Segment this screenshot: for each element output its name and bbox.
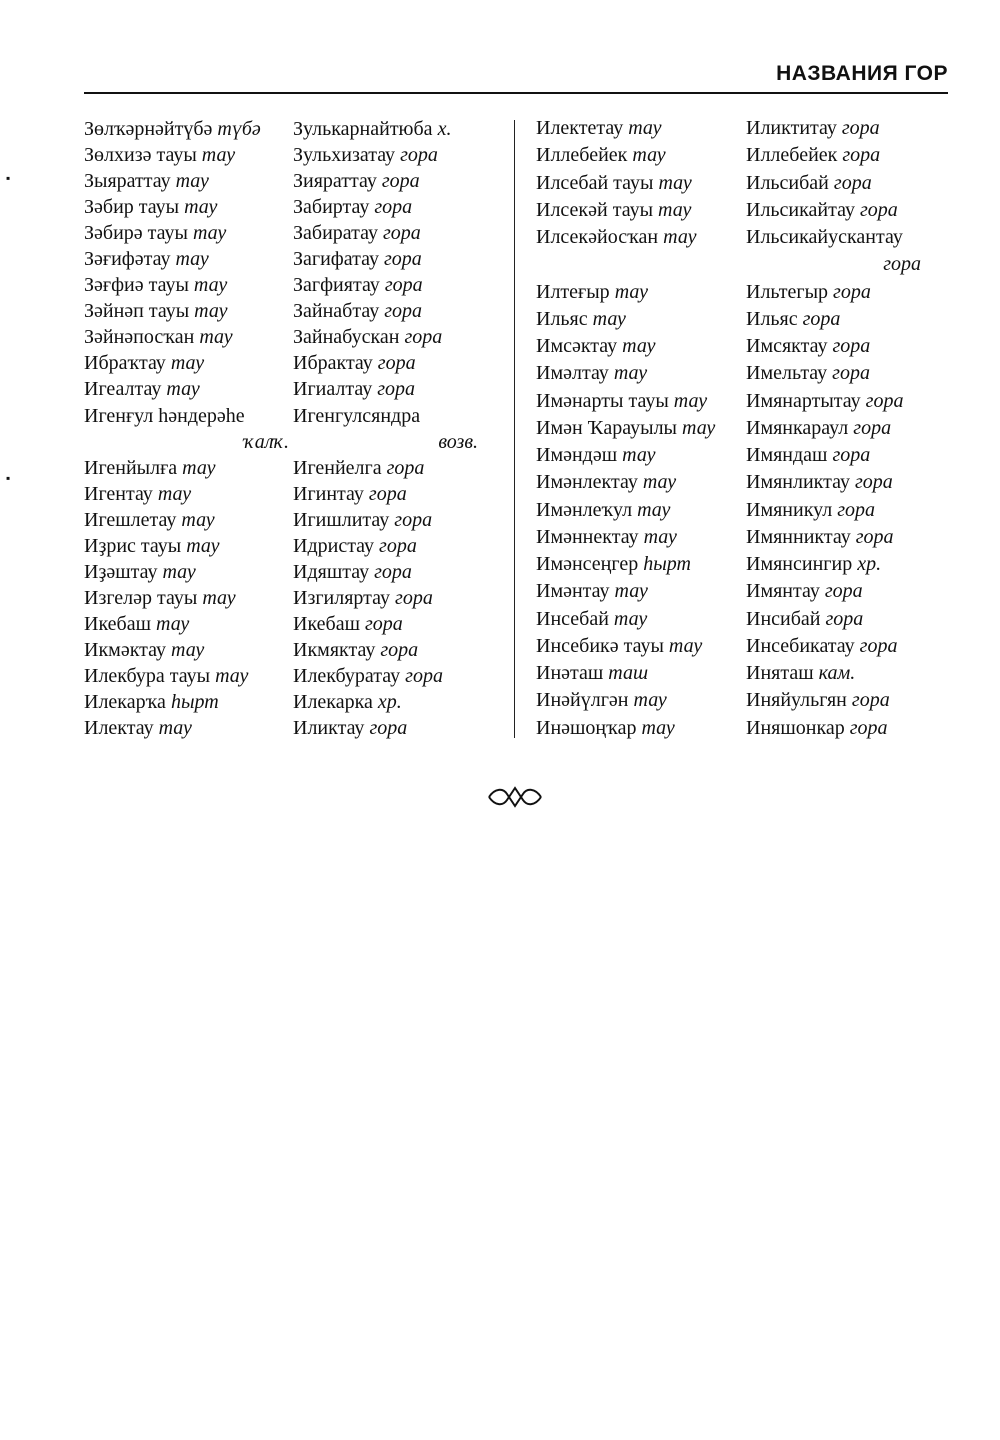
list-item bbox=[536, 469, 741, 496]
entry-name: Ибраҡтау bbox=[84, 352, 166, 375]
list-item bbox=[746, 715, 921, 742]
entry-name: Забиратау bbox=[293, 222, 378, 245]
list-item bbox=[536, 224, 741, 251]
entry-name: Ильтегыр bbox=[746, 280, 829, 303]
entry-name: Инәшоңҡар bbox=[536, 716, 637, 739]
list-item bbox=[536, 360, 741, 387]
entry-label: тау bbox=[181, 508, 215, 531]
list-item bbox=[746, 170, 921, 197]
list-item bbox=[746, 360, 921, 387]
entry-name: Имсәктау bbox=[536, 335, 618, 357]
entry-label: гора bbox=[883, 253, 921, 276]
entry-label: тау bbox=[157, 482, 192, 505]
list-item bbox=[746, 551, 921, 578]
entry-label: тау bbox=[156, 612, 190, 635]
list-item bbox=[746, 687, 921, 714]
entry-label: гора bbox=[824, 580, 863, 603]
list-item bbox=[84, 350, 289, 376]
entry-label: тау bbox=[668, 634, 703, 657]
entry-name: Игишлитау bbox=[293, 508, 390, 531]
list-item bbox=[84, 429, 289, 455]
list-item bbox=[746, 660, 921, 687]
entry-name: Зәйнәпосҡан bbox=[84, 326, 195, 349]
entry-name: Иняйульгян bbox=[746, 689, 847, 712]
entry-label: гора bbox=[394, 508, 433, 531]
list-item bbox=[293, 533, 478, 559]
running-title: НАЗВАНИЯ ГОР bbox=[776, 62, 948, 85]
entry-name: Инсибай bbox=[746, 607, 821, 630]
entry-label: гора bbox=[395, 586, 433, 609]
entry-name: Зәйнәп тауы bbox=[84, 300, 190, 323]
entry-label: тау bbox=[184, 196, 218, 219]
entry-label: гора bbox=[851, 689, 890, 712]
list-item bbox=[293, 376, 478, 402]
entry-name: Загфиятау bbox=[293, 274, 380, 297]
list-item bbox=[746, 497, 921, 524]
list-item bbox=[746, 142, 921, 169]
entry-name: Имәлтау bbox=[536, 362, 609, 385]
entry-name: Икмяктау bbox=[293, 638, 376, 661]
entry-name: Имсяктау bbox=[746, 335, 828, 357]
list-item bbox=[536, 524, 741, 551]
entry-label: тау bbox=[658, 198, 692, 221]
entry-label: гора bbox=[386, 456, 425, 479]
entry-name: Инсебикатау bbox=[746, 634, 855, 657]
entry-label: һырт bbox=[643, 553, 691, 575]
entry-name: Илекбуратау bbox=[293, 664, 401, 687]
entry-label: гора bbox=[802, 307, 841, 330]
entry-name: Имәнсеңгер bbox=[536, 553, 639, 575]
entry-label: гора bbox=[832, 444, 871, 466]
entry-label: гора bbox=[859, 198, 898, 221]
list-item bbox=[84, 455, 289, 481]
entry-label: түбә bbox=[217, 118, 261, 140]
list-item bbox=[84, 272, 289, 298]
entry-label: гора bbox=[381, 170, 420, 193]
list-item bbox=[536, 551, 741, 578]
entry-label: гора bbox=[382, 222, 421, 245]
entry-label: гора bbox=[384, 300, 423, 323]
list-item bbox=[84, 168, 289, 194]
entry-name: Идяштау bbox=[293, 560, 370, 583]
entry-label: гора bbox=[374, 560, 412, 583]
list-item bbox=[536, 279, 741, 306]
entry-name: Имәнлектау bbox=[536, 471, 638, 494]
entry-name: Ильяс bbox=[746, 307, 798, 330]
list-item bbox=[293, 481, 478, 507]
entry-name: Илектау bbox=[84, 717, 154, 740]
entry-label: гора bbox=[832, 335, 871, 357]
entry-label: гора bbox=[374, 196, 413, 219]
list-item bbox=[84, 246, 289, 272]
list-item bbox=[293, 324, 478, 350]
list-item bbox=[293, 455, 478, 481]
entry-label: тау bbox=[192, 222, 227, 245]
list-item bbox=[536, 197, 741, 224]
entry-name: Илекарҡа bbox=[84, 691, 166, 714]
entry-label: тау bbox=[171, 638, 205, 661]
entry-label: тау bbox=[613, 607, 648, 630]
entry-label: тау bbox=[637, 498, 671, 521]
list-item bbox=[536, 170, 741, 197]
entry-name: Иллебейек bbox=[536, 144, 628, 167]
list-item bbox=[84, 194, 289, 220]
list-item bbox=[293, 194, 478, 220]
entry-name: Имәнарты тауы bbox=[536, 389, 669, 412]
entry-label: тау bbox=[199, 326, 233, 349]
list-item bbox=[84, 611, 289, 637]
entry-label: тау bbox=[622, 444, 656, 466]
entry-label: тау bbox=[622, 335, 656, 357]
list-item bbox=[746, 524, 921, 551]
list-item bbox=[84, 663, 289, 689]
entry-name: Илекарка bbox=[293, 691, 373, 714]
entry-name: Зәбир тауы bbox=[84, 196, 180, 219]
page-header bbox=[84, 58, 948, 94]
entry-label: тау bbox=[182, 456, 216, 479]
list-item bbox=[84, 403, 289, 429]
entry-name: Инәйүлгән bbox=[536, 689, 629, 712]
entry-label: тау bbox=[215, 664, 249, 687]
entry-label: тау bbox=[202, 586, 236, 609]
entry-name: Икмәктау bbox=[84, 638, 166, 661]
entry-label: тау bbox=[162, 560, 196, 583]
entry-name: Зәғфиә тауы bbox=[84, 274, 189, 297]
entry-name: Имянартытау bbox=[746, 389, 861, 412]
column-divider bbox=[514, 120, 515, 738]
list-item bbox=[746, 306, 921, 333]
entry-label: кам. bbox=[818, 662, 856, 684]
entry-label: гора bbox=[832, 362, 870, 385]
entry-name: Имәнтау bbox=[536, 580, 610, 603]
list-item bbox=[746, 469, 921, 496]
entry-name: Зәғифәтау bbox=[84, 248, 171, 271]
entry-label: тау bbox=[673, 389, 708, 412]
entry-label: тау bbox=[194, 300, 228, 323]
list-item bbox=[536, 442, 741, 469]
entry-name: Изгеләр тауы bbox=[84, 586, 198, 609]
entry-label: тау bbox=[658, 171, 692, 194]
list-item bbox=[536, 606, 741, 633]
list-item bbox=[536, 251, 741, 278]
list-item bbox=[84, 116, 289, 142]
list-item bbox=[84, 507, 289, 533]
entry-name: Илсебай тауы bbox=[536, 171, 654, 194]
entry-name: Ильсикайускантау bbox=[746, 226, 903, 248]
russian-names-column-right bbox=[746, 115, 921, 742]
list-item bbox=[536, 306, 741, 333]
entry-label: гора bbox=[368, 482, 407, 505]
list-item bbox=[746, 224, 921, 251]
list-item bbox=[293, 246, 478, 272]
list-item bbox=[746, 442, 921, 469]
entry-label: тау bbox=[682, 416, 716, 439]
entry-label: тау bbox=[175, 170, 209, 193]
entry-label: гора bbox=[825, 607, 864, 630]
entry-name: Имәнлеҡул bbox=[536, 498, 633, 521]
entry-name: Ильсибай bbox=[746, 171, 829, 194]
list-item bbox=[746, 388, 921, 415]
entry-name: Игенйылға bbox=[84, 456, 178, 479]
list-item bbox=[746, 115, 921, 142]
entry-label: тау bbox=[663, 226, 697, 248]
list-item bbox=[536, 333, 741, 360]
entry-label: гора bbox=[365, 612, 403, 635]
entry-name: Имянниктау bbox=[746, 525, 851, 548]
list-item bbox=[293, 116, 478, 142]
entry-label: тау bbox=[613, 362, 648, 385]
entry-name: Имәндәш bbox=[536, 444, 618, 466]
list-item bbox=[746, 415, 921, 442]
entry-name: Игенйелга bbox=[293, 456, 382, 479]
entry-name: Идристау bbox=[293, 534, 375, 557]
entry-label: гора bbox=[405, 664, 443, 687]
list-item bbox=[84, 559, 289, 585]
entry-label: тау bbox=[193, 274, 228, 297]
entry-label: возв. bbox=[438, 430, 478, 453]
entry-label: таш bbox=[608, 662, 649, 684]
entry-label: гора bbox=[377, 352, 416, 375]
entry-name: Зөлҡәрнәйтүбә bbox=[84, 118, 213, 140]
entry-name: Имән Ҡарауылы bbox=[536, 416, 677, 439]
entry-name: Имянтау bbox=[746, 580, 820, 603]
list-item bbox=[293, 637, 478, 663]
list-item bbox=[293, 298, 478, 324]
list-item bbox=[293, 220, 478, 246]
list-item bbox=[293, 429, 478, 455]
list-item bbox=[84, 324, 289, 350]
list-item bbox=[84, 533, 289, 559]
entry-label: гора bbox=[837, 498, 876, 521]
entry-name: Илсекәй тауы bbox=[536, 198, 654, 221]
entry-name: Имельтау bbox=[746, 362, 828, 385]
entry-label: хр. bbox=[857, 553, 882, 575]
entry-name: Иликтитау bbox=[746, 117, 837, 139]
entry-label: гора bbox=[859, 634, 898, 657]
entry-name: Ибрактау bbox=[293, 352, 373, 375]
list-item bbox=[293, 403, 478, 429]
entry-label: тау bbox=[170, 352, 205, 375]
entry-name: Иняшонкар bbox=[746, 716, 845, 739]
entry-label: тау bbox=[643, 525, 677, 548]
list-item bbox=[84, 689, 289, 715]
scan-mark: ▪ bbox=[6, 471, 11, 485]
entry-name: Иҙрис тауы bbox=[84, 534, 182, 557]
entry-label: тау bbox=[201, 144, 236, 167]
entry-label: гора bbox=[855, 525, 894, 548]
entry-name: Игенғул һәндерәһе bbox=[84, 404, 245, 427]
list-item bbox=[293, 715, 478, 741]
entry-label: гора bbox=[865, 389, 904, 412]
entry-name: Игенгулсяндра bbox=[293, 404, 421, 427]
list-item bbox=[293, 559, 478, 585]
entry-label: гора bbox=[854, 471, 893, 494]
entry-name: Зыяраттау bbox=[84, 170, 171, 193]
entry-name: Инсебикә тауы bbox=[536, 634, 664, 657]
entry-label: гора bbox=[379, 534, 417, 557]
entry-name: Илектетау bbox=[536, 117, 624, 139]
entry-name: Инсебай bbox=[536, 607, 609, 630]
entry-label: тау bbox=[633, 689, 667, 712]
list-item bbox=[293, 663, 478, 689]
list-item bbox=[746, 197, 921, 224]
ornament-divider-icon bbox=[485, 782, 545, 812]
list-item bbox=[84, 298, 289, 324]
list-item bbox=[536, 388, 741, 415]
entry-name: Икебаш bbox=[84, 612, 151, 635]
list-item bbox=[536, 715, 741, 742]
entry-label: тау bbox=[632, 144, 666, 167]
entry-label: х. bbox=[437, 118, 452, 140]
bashkir-names-column-left bbox=[84, 116, 289, 741]
entry-name: Игентау bbox=[84, 482, 153, 505]
entry-name: Илтеғыр bbox=[536, 280, 610, 303]
list-item bbox=[84, 715, 289, 741]
entry-label: гора bbox=[849, 716, 888, 739]
list-item bbox=[746, 633, 921, 660]
list-item bbox=[746, 279, 921, 306]
entry-name: Иҙәштау bbox=[84, 560, 158, 583]
entry-name: Ильяс bbox=[536, 307, 588, 330]
list-item bbox=[536, 142, 741, 169]
list-item bbox=[536, 497, 741, 524]
entry-label: ҡалҡ. bbox=[244, 430, 289, 453]
entry-label: тау bbox=[641, 716, 675, 739]
list-item bbox=[293, 689, 478, 715]
entry-name: Зайнабтау bbox=[293, 300, 380, 323]
entry-label: тау bbox=[158, 717, 192, 740]
entry-name: Имянсингир bbox=[746, 553, 853, 575]
entry-name: Ильсикайтау bbox=[746, 198, 855, 221]
list-item bbox=[84, 142, 289, 168]
entry-name: Зулькарнайтюба bbox=[293, 118, 433, 140]
entry-name: Илсекәйосҡан bbox=[536, 226, 659, 248]
list-item bbox=[84, 376, 289, 402]
entry-name: Зияраттау bbox=[293, 170, 377, 193]
entry-label: гора bbox=[833, 171, 872, 194]
list-item bbox=[84, 220, 289, 246]
entry-label: гора bbox=[853, 416, 892, 439]
entry-name: Иллебейек bbox=[746, 144, 838, 167]
entry-label: тау bbox=[642, 471, 677, 494]
list-item bbox=[293, 142, 478, 168]
list-item bbox=[536, 415, 741, 442]
entry-name: Инәташ bbox=[536, 662, 604, 684]
entry-label: гора bbox=[380, 638, 419, 661]
bashkir-names-column-right bbox=[536, 115, 741, 742]
entry-label: гора bbox=[833, 280, 871, 303]
entry-label: гора bbox=[384, 274, 423, 297]
entry-name: Изгиляртау bbox=[293, 586, 391, 609]
entry-name: Иликтау bbox=[293, 717, 365, 740]
entry-label: гора bbox=[400, 144, 438, 167]
list-item bbox=[746, 578, 921, 605]
entry-name: Илекбура тауы bbox=[84, 664, 211, 687]
entry-name: Зөлхизә тауы bbox=[84, 144, 197, 167]
entry-label: гора bbox=[404, 326, 443, 349]
scan-mark: ▪ bbox=[6, 171, 11, 185]
entry-name: Игеалтау bbox=[84, 378, 162, 401]
entry-name: Зәбирә тауы bbox=[84, 222, 188, 245]
entry-label: гора bbox=[841, 117, 880, 139]
entry-name: Имянликтау bbox=[746, 471, 850, 494]
entry-name: Зайнабускан bbox=[293, 326, 400, 349]
entry-name: Игешлетау bbox=[84, 508, 177, 531]
list-item bbox=[84, 481, 289, 507]
list-item bbox=[536, 633, 741, 660]
entry-label: гора bbox=[383, 248, 422, 271]
entry-label: гора bbox=[369, 717, 408, 740]
entry-name: Имәннектау bbox=[536, 525, 639, 548]
list-item bbox=[84, 637, 289, 663]
entry-label: тау bbox=[592, 307, 626, 330]
entry-label: гора bbox=[377, 378, 416, 401]
entry-name: Зульхизатау bbox=[293, 144, 396, 167]
list-item bbox=[293, 585, 478, 611]
entry-name: Имяникул bbox=[746, 498, 833, 521]
list-item bbox=[536, 660, 741, 687]
entry-label: тау bbox=[628, 117, 662, 139]
entry-label: тау bbox=[166, 378, 200, 401]
entry-name: Имяндаш bbox=[746, 444, 828, 466]
list-item bbox=[746, 333, 921, 360]
list-item bbox=[536, 687, 741, 714]
entry-label: тау bbox=[175, 248, 209, 271]
list-item bbox=[293, 168, 478, 194]
list-item bbox=[536, 578, 741, 605]
entry-label: тау bbox=[614, 580, 648, 603]
list-item bbox=[293, 350, 478, 376]
entry-name: Иняташ bbox=[746, 662, 814, 684]
entry-label: тау bbox=[614, 280, 648, 303]
entry-label: гора bbox=[842, 144, 881, 167]
list-item bbox=[746, 251, 921, 278]
entry-name: Забиртау bbox=[293, 196, 370, 219]
entry-label: тау bbox=[186, 534, 220, 557]
entry-name: Имянкараул bbox=[746, 416, 849, 439]
list-item bbox=[746, 606, 921, 633]
entry-name: Икебаш bbox=[293, 612, 360, 635]
entry-name: Загифатау bbox=[293, 248, 379, 271]
entry-label: һырт bbox=[170, 691, 219, 714]
russian-names-column-left bbox=[293, 116, 478, 741]
list-item bbox=[293, 611, 478, 637]
list-item bbox=[536, 115, 741, 142]
list-item bbox=[84, 585, 289, 611]
entry-name: Игиалтау bbox=[293, 378, 373, 401]
entry-label: хр. bbox=[377, 691, 402, 714]
list-item bbox=[293, 507, 478, 533]
entry-name: Игинтау bbox=[293, 482, 364, 505]
list-item bbox=[293, 272, 478, 298]
